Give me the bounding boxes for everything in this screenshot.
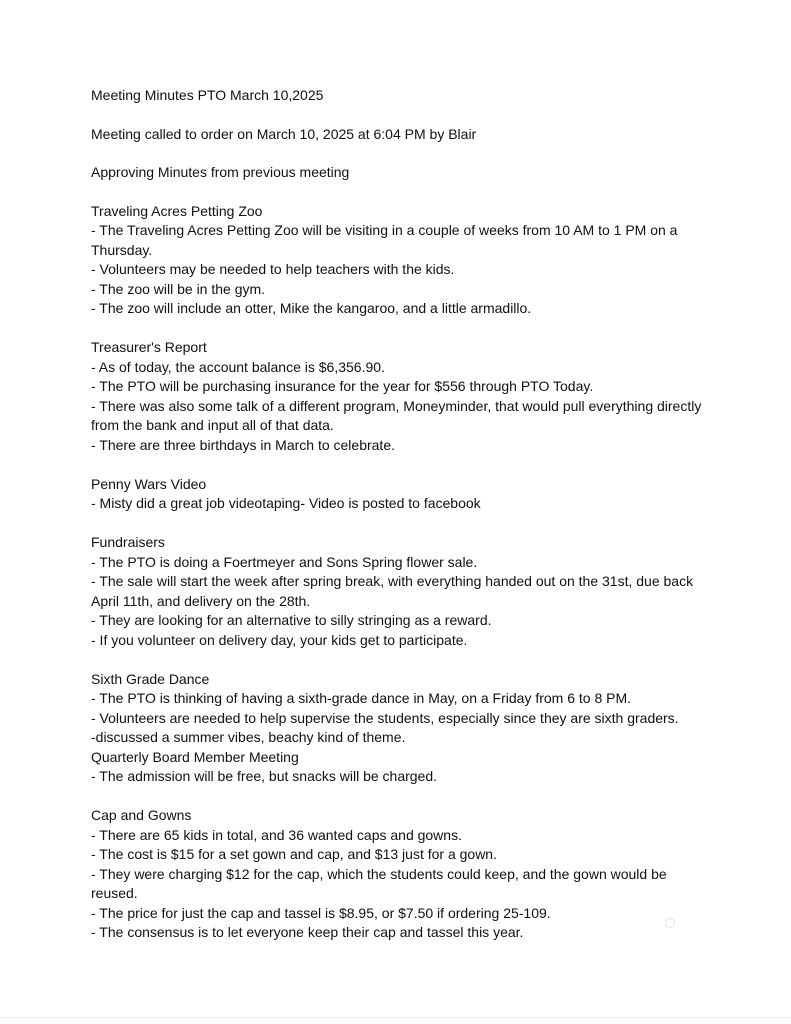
list-item: - Volunteers may be needed to help teachers with the kids. (91, 261, 455, 277)
list-item: - They were charging $12 for the cap, which the students could keep, and the gown would be reused. (91, 865, 667, 901)
list-item: - Volunteers are needed to help supervise the students, especially since they are sixth graders. (91, 709, 679, 726)
list-item: - There was also some talk of a different program, Moneyminder, that would pull everything directly from the bank and input all of that data. (91, 397, 702, 433)
list-item: - The PTO will be purchasing insurance for the year for $556 through PTO Today. (91, 378, 594, 394)
list-item: - The PTO is thinking of having a sixth-grade dance in May, on a Friday from 6 to 8 PM. (91, 690, 632, 706)
section-heading: Fundraisers (91, 534, 165, 550)
meeting-minutes-document (91, 86, 711, 962)
section-heading: Traveling Acres Petting Zoo (91, 202, 263, 219)
list-item: - As of today, the account balance is $6,356.90. (91, 358, 385, 375)
section-petting-zoo (91, 202, 711, 319)
list-item: - They are looking for an alternative to silly stringing as a reward. (91, 612, 492, 628)
call-to-order: Meeting called to order on March 10, 2025 at 6:04 PM by Blair (91, 125, 477, 142)
section-cap-and-gowns (91, 806, 711, 943)
list-item: - The consensus is to let everyone keep their cap and tassel this year. (91, 924, 524, 940)
list-item: - The Traveling Acres Petting Zoo will be visiting in a couple of weeks from 10 AM to 1 PM on a Thursday. (91, 222, 678, 258)
list-item: - There are three birthdays in March to celebrate. (91, 436, 396, 453)
list-item: - The admission will be free, but snacks will be charged. (91, 768, 438, 784)
list-item: - The cost is $15 for a set gown and cap, and $13 just for a gown. (91, 846, 497, 862)
list-item: -discussed a summer vibes, beachy kind of theme. (91, 729, 406, 745)
scan-bottom-edge (0, 1017, 791, 1018)
list-item: - Misty did a great job videotaping- Video is posted to facebook (91, 495, 481, 511)
section-quarterly-board-meeting (91, 748, 711, 787)
list-item: - The sale will start the week after spring break, with everything handed out on the 31st, due back April 11th, and delivery on the 28th. (91, 573, 694, 609)
section-heading: Penny Wars Video (91, 475, 207, 492)
section-heading: Sixth Grade Dance (91, 670, 210, 687)
section-penny-wars (91, 475, 711, 514)
section-heading: Quarterly Board Member Meeting (91, 748, 299, 765)
section-sixth-grade-dance (91, 670, 711, 748)
section-heading: Cap and Gowns (91, 807, 192, 823)
approving-minutes: Approving Minutes from previous meeting (91, 164, 350, 180)
document-title: Meeting Minutes PTO March 10,2025 (91, 87, 324, 103)
list-item: - There are 65 kids in total, and 36 wanted caps and gowns. (91, 826, 462, 843)
list-item: - The zoo will be in the gym. (91, 280, 266, 297)
list-item: - The zoo will include an otter, Mike the kangaroo, and a little armadillo. (91, 300, 532, 316)
section-treasurers-report (91, 338, 711, 455)
section-fundraisers (91, 533, 711, 650)
list-item: - The price for just the cap and tassel is $8.95, or $7.50 if ordering 25-109. (91, 904, 551, 921)
list-item: - The PTO is doing a Foertmeyer and Sons Spring flower sale. (91, 553, 478, 570)
section-heading: Treasurer's Report (91, 339, 207, 355)
scan-speck (665, 918, 675, 928)
list-item: - If you volunteer on delivery day, your kids get to participate. (91, 631, 468, 648)
